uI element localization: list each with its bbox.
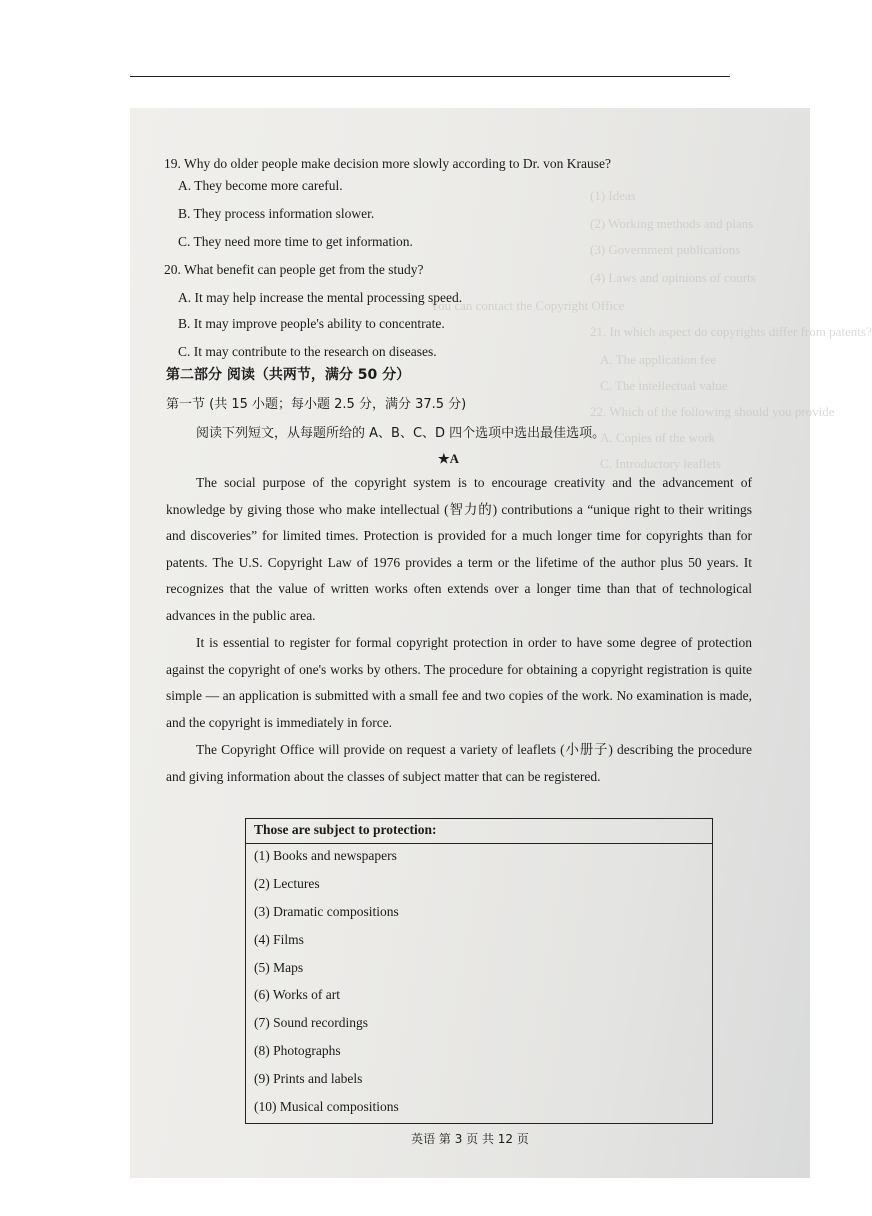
- option-19b: B. They process information slower.: [178, 206, 375, 221]
- question-text: What benefit can people get from the study?: [184, 262, 424, 277]
- question-number: 20.: [164, 262, 181, 277]
- table-row: (8) Photographs: [254, 1043, 341, 1059]
- table-row: (4) Films: [254, 931, 304, 947]
- protection-table: [245, 818, 713, 1124]
- option-19a: A. They become more careful.: [178, 178, 343, 193]
- table-row: (3) Dramatic compositions: [254, 903, 399, 919]
- page-footer: 英语 第 3 页 共 12 页: [411, 1132, 529, 1146]
- header-rule: [130, 76, 730, 77]
- question-number: 19.: [164, 156, 181, 171]
- section-subtitle: 第一节 (共 15 小题；每小题 2.5 分，满分 37.5 分): [166, 397, 467, 412]
- table-row: (9) Prints and labels: [254, 1071, 363, 1087]
- option-19c: C. They need more time to get information.: [178, 234, 413, 249]
- option-20a: A. It may help increase the mental processing speed.: [178, 290, 463, 305]
- scanned-page: (1) Ideas (2) Working methods and plans (3) Government publications (4) Laws and opinions of courts You can contact the Copyright Office 21. In which aspect do copyrights differ from patents? A. The application fee C. The intellectual value 22. Which of the following should you provide A. Copies of the work C. Introductory leaflets 19. Why do older people make decision more slowly according to Dr. von Krause? A. They become more careful. B. They process information slower. C. They need more time to get information. 20. What benefit can people get from the study? A. It may help increase the mental processing speed. B. It may improve people's ability to concentrate. C. It may contribute to the research on diseases. 第二部分 阅读（共两节，满分 50 分） 第一节 (共 15 小题；每小题 2.5 分，满分 37.5 分) 阅读下列短文，从每题所给的 A、B、C、D 四个选项中选出最佳选项。 ★A The social purpose of the copyright system is to encourage creativity and the advancement of knowledge by giving those who make intellectual (智力的) contributions a “unique right to their writings and discoveries” for limited times. Protection is provided for a much longer time for copyrights than for patents. The U.S. Copyright Law of 1976 provides a term or the lifetime of the author plus 50 years. It recognizes that the value of written works often extends over a longer time than that of technological advances in the public area. It is essential to register for formal copyright protection in order to have some degree of protection against the copyright of one's works by others. The procedure for obtaining a copyright registration is quite simple — an application is submitted with a small fee and two copies of the work. No examination is made, and the copyright is immediately in force. The Copyright Office will provide on request a variety of leaflets (小册子) describing the procedure and giving information about the classes of subject matter that can be registered. Those are subject to protection: (1) Books and newspapers (2) Lectures (3) Dramatic compositions (4) Films (5) Maps (6) Works of art (7) Sound recordings (8) Photographs (9) Prints and labels (10) Musical compositions 英语 第 3 页 共 12 页: [130, 108, 810, 1178]
- section-title: 第二部分 阅读（共两节，满分 50 分）: [166, 367, 411, 383]
- table-row: (6) Works of art: [254, 987, 341, 1003]
- table-row: (2) Lectures: [254, 875, 320, 891]
- passage-paragraph-2: It is essential to register for formal copyright protection in order to have some degree of protection against the copyright of one's works by others. The procedure for obtaining a copyright registration is quite simple — an application is submitted with a small fee and two copies of the work. No examination is made, and the copyright is immediately in force.: [166, 635, 752, 730]
- table-header: Those are subject to protection:: [246, 819, 712, 844]
- passage-paragraph-1: The social purpose of the copyright system is to encourage creativity and the advancement of knowledge by giving those who make intellectual (智力的) contributions a “unique right to their writings and discoveries” for limited times. Protection is provided for a much longer time for copyrights than for patents. The U.S. Copyright Law of 1976 provides a term or the lifetime of the author plus 50 years. It recognizes that the value of written works often extends over a longer time than that of technological advances in the public area.: [166, 475, 752, 623]
- question-19: [164, 156, 611, 172]
- passage-paragraph-3: The Copyright Office will provide on request a variety of leaflets (小册子) describing the procedure and giving information about the classes of subject matter that can be registered.: [166, 742, 752, 784]
- option-20c: C. It may contribute to the research on diseases.: [178, 344, 437, 359]
- table-row: (10) Musical compositions: [254, 1099, 399, 1115]
- table-row: (1) Books and newspapers: [254, 848, 397, 863]
- passage-label: ★A: [438, 451, 460, 466]
- table-row: (7) Sound recordings: [254, 1015, 368, 1031]
- question-text: Why do older people make decision more slowly according to Dr. von Krause?: [184, 156, 612, 171]
- question-20: [164, 262, 424, 278]
- section-instruction: 阅读下列短文，从每题所给的 A、B、C、D 四个选项中选出最佳选项。: [196, 426, 606, 441]
- option-20b: B. It may improve people's ability to concentrate.: [178, 316, 445, 331]
- table-row: (5) Maps: [254, 959, 304, 975]
